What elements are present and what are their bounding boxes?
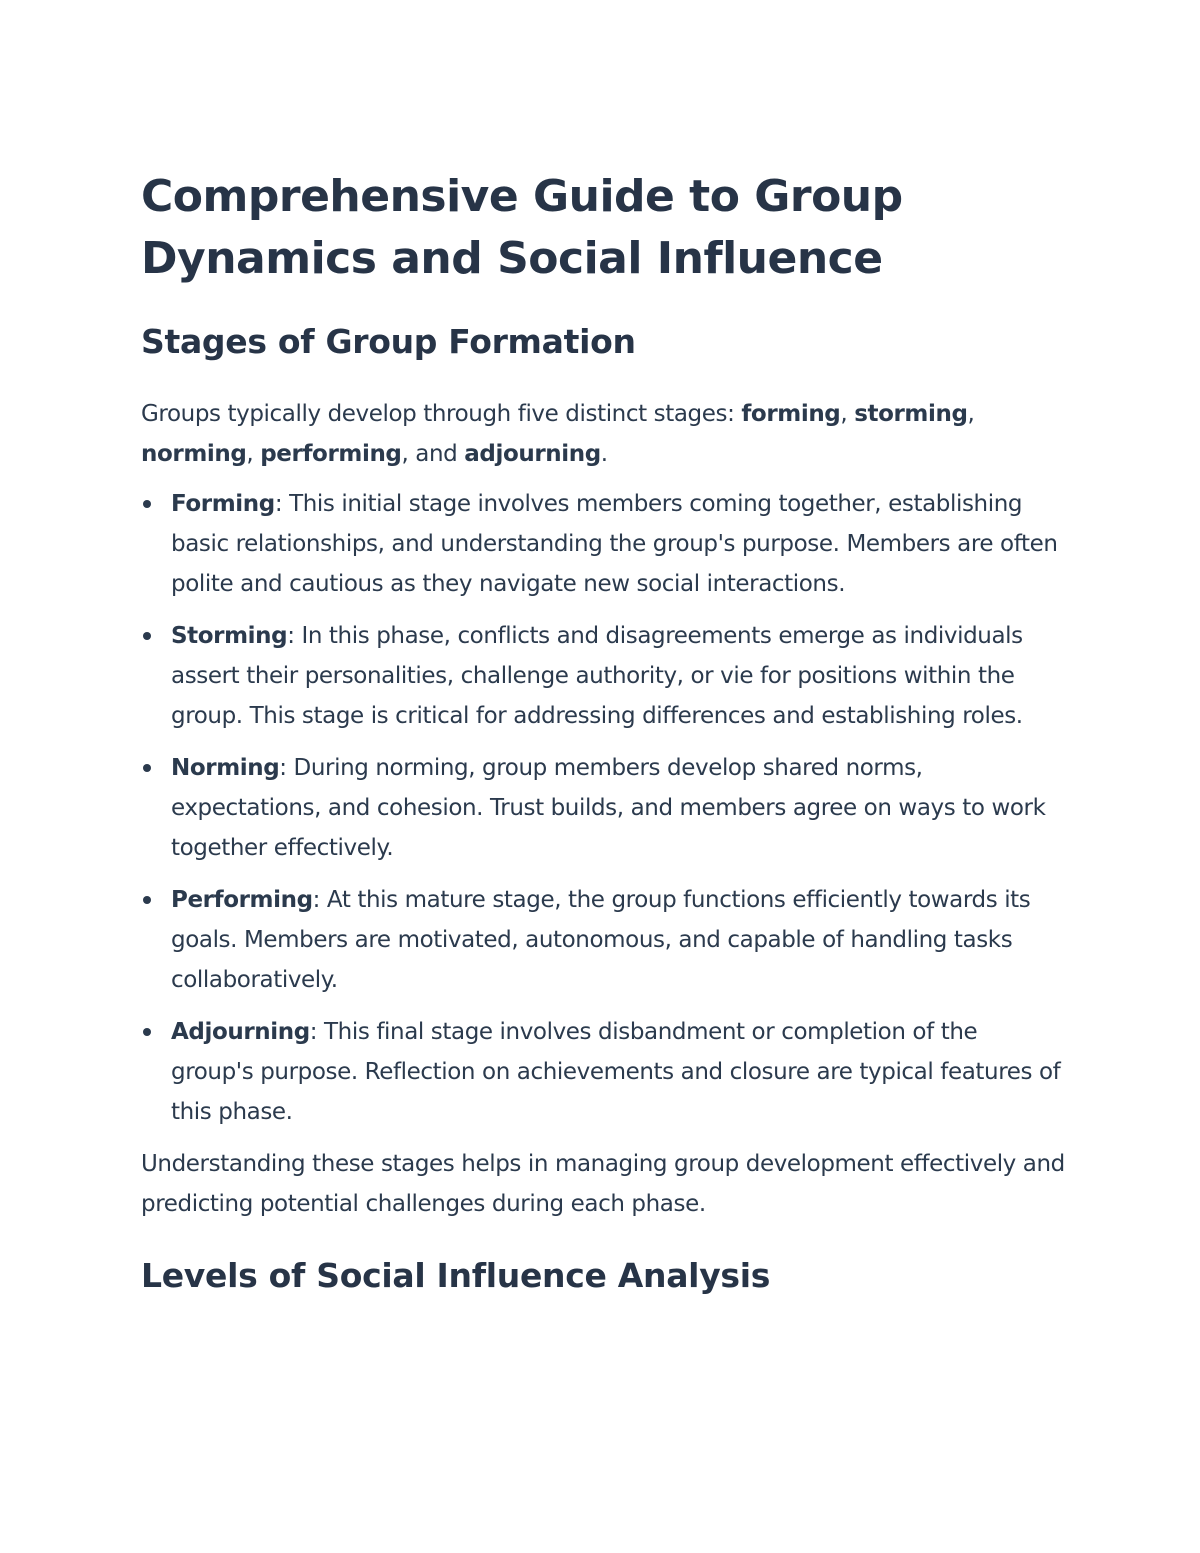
bullet-icon (143, 500, 151, 508)
stage-description: : At this mature stage, the group functions efficiently towards its goals. Members are motivated, autonomous, and capable of handling tasks collaboratively. (171, 887, 1031, 993)
intro-separator: , (246, 441, 261, 467)
bullet-icon (143, 764, 151, 772)
stage-term: Performing (171, 887, 313, 913)
stage-term: Adjourning (171, 1019, 310, 1045)
intro-term-performing: performing (260, 441, 402, 467)
stage-description: : This initial stage involves members coming together, establishing basic relationships, and understanding the group's purpose. Members are often polite and cautious as they navigate new social interactions. (171, 491, 1058, 597)
intro-paragraph (141, 394, 1066, 474)
intro-separator: , (967, 401, 975, 427)
stage-description: : In this phase, conflicts and disagreements emerge as individuals assert their personalities, challenge authority, or vie for positions within the group. This stage is critical for addressing differences and establishing roles. (171, 623, 1023, 729)
section-heading-social-influence: Levels of Social Influence Analysis (141, 1256, 771, 1295)
stage-term: Norming (171, 755, 280, 781)
list-item-norming (141, 748, 1066, 868)
closing-paragraph: Understanding these stages helps in managing group development effectively and predicting potential challenges during each phase. (141, 1151, 1065, 1217)
stage-description: : This final stage involves disbandment or completion of the group's purpose. Reflection on achievements and closure are typical features of this phase. (171, 1019, 1061, 1125)
stage-term: Storming (171, 623, 288, 649)
intro-term-storming: storming (854, 401, 968, 427)
list-item-forming (141, 484, 1066, 604)
stage-description: : During norming, group members develop shared norms, expectations, and cohesion. Trust builds, and members agree on ways to work together effectively. (171, 755, 1046, 861)
intro-end: . (600, 441, 608, 467)
list-item-performing (141, 880, 1066, 1000)
bullet-icon (143, 632, 151, 640)
intro-term-norming: norming (141, 441, 247, 467)
bullet-icon (143, 896, 151, 904)
bullet-icon (143, 1028, 151, 1036)
intro-prefix: Groups typically develop through five distinct stages: (141, 401, 742, 427)
list-item-adjourning (141, 1012, 1066, 1132)
stage-term: Forming (171, 491, 275, 517)
intro-separator: , and (401, 441, 465, 467)
list-item-storming (141, 616, 1066, 736)
intro-separator: , (840, 401, 855, 427)
section-heading-stages: Stages of Group Formation (141, 322, 636, 361)
page-title: Comprehensive Guide to Group Dynamics and Social Influence (141, 171, 903, 284)
stages-list (141, 484, 1066, 1132)
document-page (141, 166, 1066, 1298)
intro-term-adjourning: adjourning (464, 441, 601, 467)
intro-term-forming: forming (741, 401, 841, 427)
